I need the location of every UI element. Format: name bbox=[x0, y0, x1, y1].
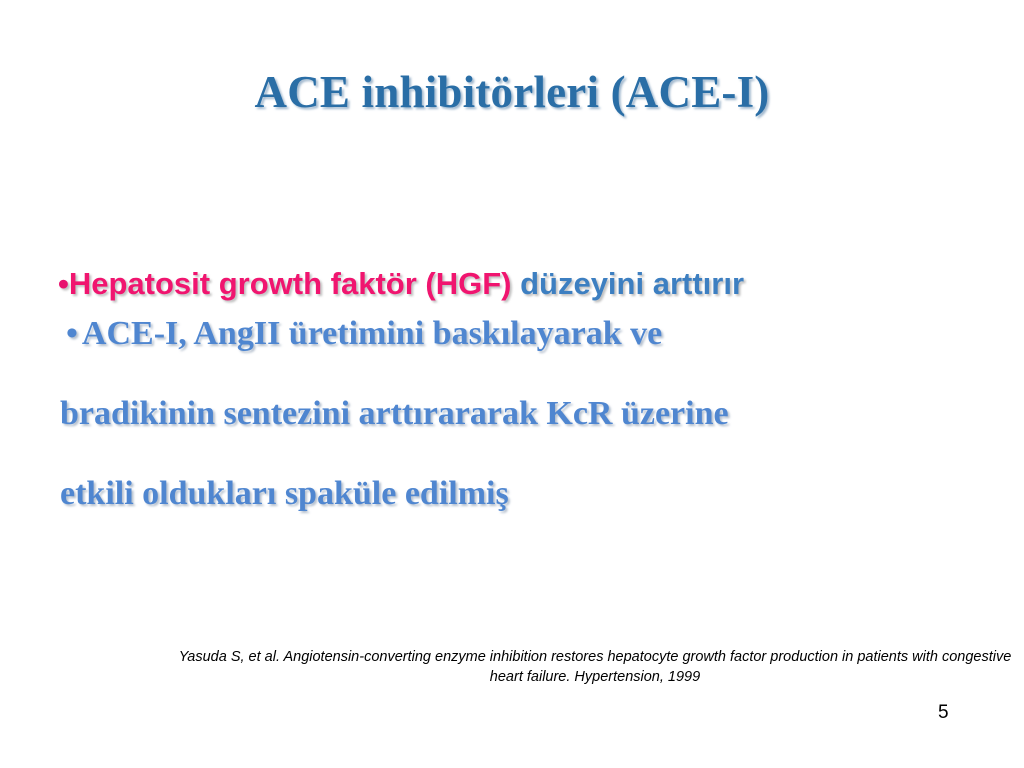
page-title: ACE inhibitörleri (ACE-I) bbox=[254, 67, 770, 117]
bullet-2-line-1: ACE-I, AngII üretimini baskılayarak ve bbox=[81, 315, 663, 352]
bullet-1-segment-pink: Hepatosit growth faktör (HGF) bbox=[68, 266, 512, 301]
bullet-item-2 bbox=[66, 317, 978, 351]
citation-line-1: Yasuda S, et al. Angiotensin-converting enzyme inhibition restores hepatocyte growth factor production bbox=[178, 649, 839, 665]
bullet-2-line-3: etkili oldukları spaküle edilmiş bbox=[60, 475, 509, 512]
bullet-item-1 bbox=[58, 268, 978, 299]
bullet-marker-icon-2: • bbox=[66, 315, 78, 352]
slide-body bbox=[58, 268, 978, 511]
spacer-2 bbox=[58, 431, 978, 477]
citation-block bbox=[170, 648, 1020, 687]
spacer-1 bbox=[58, 351, 978, 397]
citation-line-2: in patients with congestive heart failure. Hypertension, 1999 bbox=[489, 649, 1012, 685]
bullet-marker-icon: • bbox=[58, 266, 69, 301]
bullet-2-line-2: bradikinin sentezini arttırararak KcR üzerine bbox=[60, 395, 729, 432]
bullet-1-segment-blue: düzeyini arttırır bbox=[511, 266, 745, 301]
page-number: 5 bbox=[938, 702, 949, 723]
